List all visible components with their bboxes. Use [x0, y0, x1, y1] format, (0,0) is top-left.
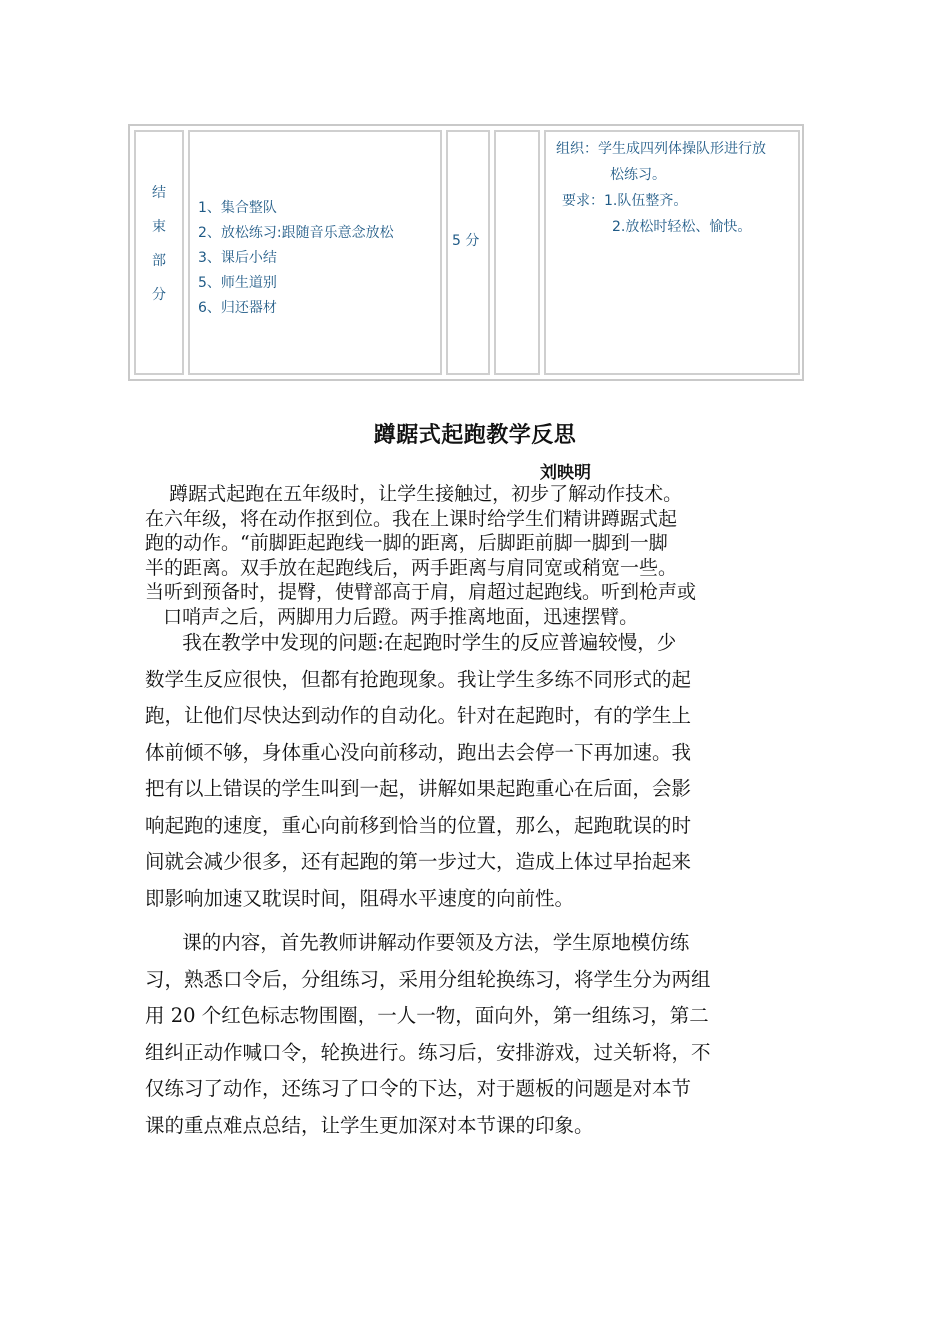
text-line: 半的距离。双手放在起跑线后，两手距离与肩同宽或稍宽一些。 [145, 556, 678, 579]
paragraph-2 [145, 625, 810, 917]
step-item: 6、归还器材 [198, 300, 277, 316]
step-item: 1、集合整队 [198, 200, 277, 216]
text-line: 课的内容，首先教师讲解动作要领及方法，学生原地模仿练 [145, 931, 690, 954]
text-line: 习，熟悉口令后，分组练习，采用分组轮换练习，将学生分为两组 [145, 967, 711, 991]
text-line: 口哨声之后，两脚用力后蹬。两手推离地面，迅速摆臂。 [145, 605, 639, 628]
text-line: 课的重点难点总结，让学生更加深对本节课的印象。 [145, 1113, 594, 1137]
text-line: 体前倾不够，身体重心没向前移动，跑出去会停一下再加速。我 [145, 740, 692, 764]
text-line: 即影响加速又耽误时间，阻碍水平速度的向前性。 [145, 886, 575, 910]
duration-cell [446, 130, 490, 375]
step-item: 5、师生道别 [198, 275, 277, 291]
paragraph-3 [145, 925, 810, 1144]
text-line: 仅练习了动作，还练习了口令的下达，对于题板的问题是对本节 [145, 1077, 692, 1100]
text-line: 响起跑的速度，重心向前移到恰当的位置，那么，起跑耽误的时 [145, 813, 692, 837]
step-item: 2、放松练习:跟随音乐意念放松 [198, 225, 394, 241]
requirement-line: 2.放松时轻松、愉快。 [612, 219, 752, 235]
steps-cell [188, 130, 442, 375]
article-title: 蹲踞式起跑教学反思 [373, 422, 577, 448]
organization-text [554, 136, 804, 240]
section-label-char: 部 [152, 253, 166, 269]
lesson-plan-table [128, 124, 804, 381]
text-line: 我在教学中发现的问题:在起跑时学生的反应普遍较慢，少 [145, 631, 677, 654]
duration-text: 5 分 [452, 233, 480, 249]
section-label-char: 结 [152, 185, 166, 201]
text-line: 当听到预备时，提臀，使臂部高于肩，肩超过起跑线。听到枪声或 [145, 581, 697, 603]
text-line: 跑，让他们尽快达到动作的自动化。针对在起跑时，有的学生上 [145, 704, 692, 727]
text-line: 用 20 个红色标志物围圈，一人一物，面向外，第一组练习，第二 [145, 1004, 709, 1027]
organization-line: 松练习。 [610, 167, 666, 183]
section-label-char: 束 [152, 219, 166, 235]
section-label-char: 分 [152, 287, 166, 303]
organization-cell [544, 130, 800, 375]
organization-line: 组织：学生成四列体操队形进行放 [556, 141, 766, 157]
text-line: 间就会减少很多，还有起跑的第一步过大，造成上体过早抬起来 [145, 850, 692, 873]
text-line: 在六年级，将在动作抠到位。我在上课时给学生们精讲蹲踞式起 [145, 507, 678, 530]
text-line: 数学生反应很快，但都有抢跑现象。我让学生多练不同形式的起 [145, 667, 692, 691]
section-label [136, 176, 182, 312]
steps-list [198, 196, 394, 321]
text-line: 跑的动作。“前脚距起跑线一脚的距离，后脚距前脚一脚到一脚 [145, 532, 668, 554]
requirement-line: 要求：1.队伍整齐。 [562, 193, 688, 209]
paragraph-1 [145, 482, 810, 629]
section-label-cell [134, 130, 184, 375]
article-author: 刘映明 [540, 463, 591, 483]
step-item: 3、课后小结 [198, 250, 277, 266]
text-line: 把有以上错误的学生叫到一起，讲解如果起跑重心在后面，会影 [145, 777, 692, 800]
text-line: 蹲踞式起跑在五年级时，让学生接触过，初步了解动作技术。 [145, 483, 683, 505]
empty-cell [494, 130, 540, 375]
text-line: 组纠正动作喊口令，轮换进行。练习后，安排游戏，过关斩将，不 [145, 1040, 711, 1064]
